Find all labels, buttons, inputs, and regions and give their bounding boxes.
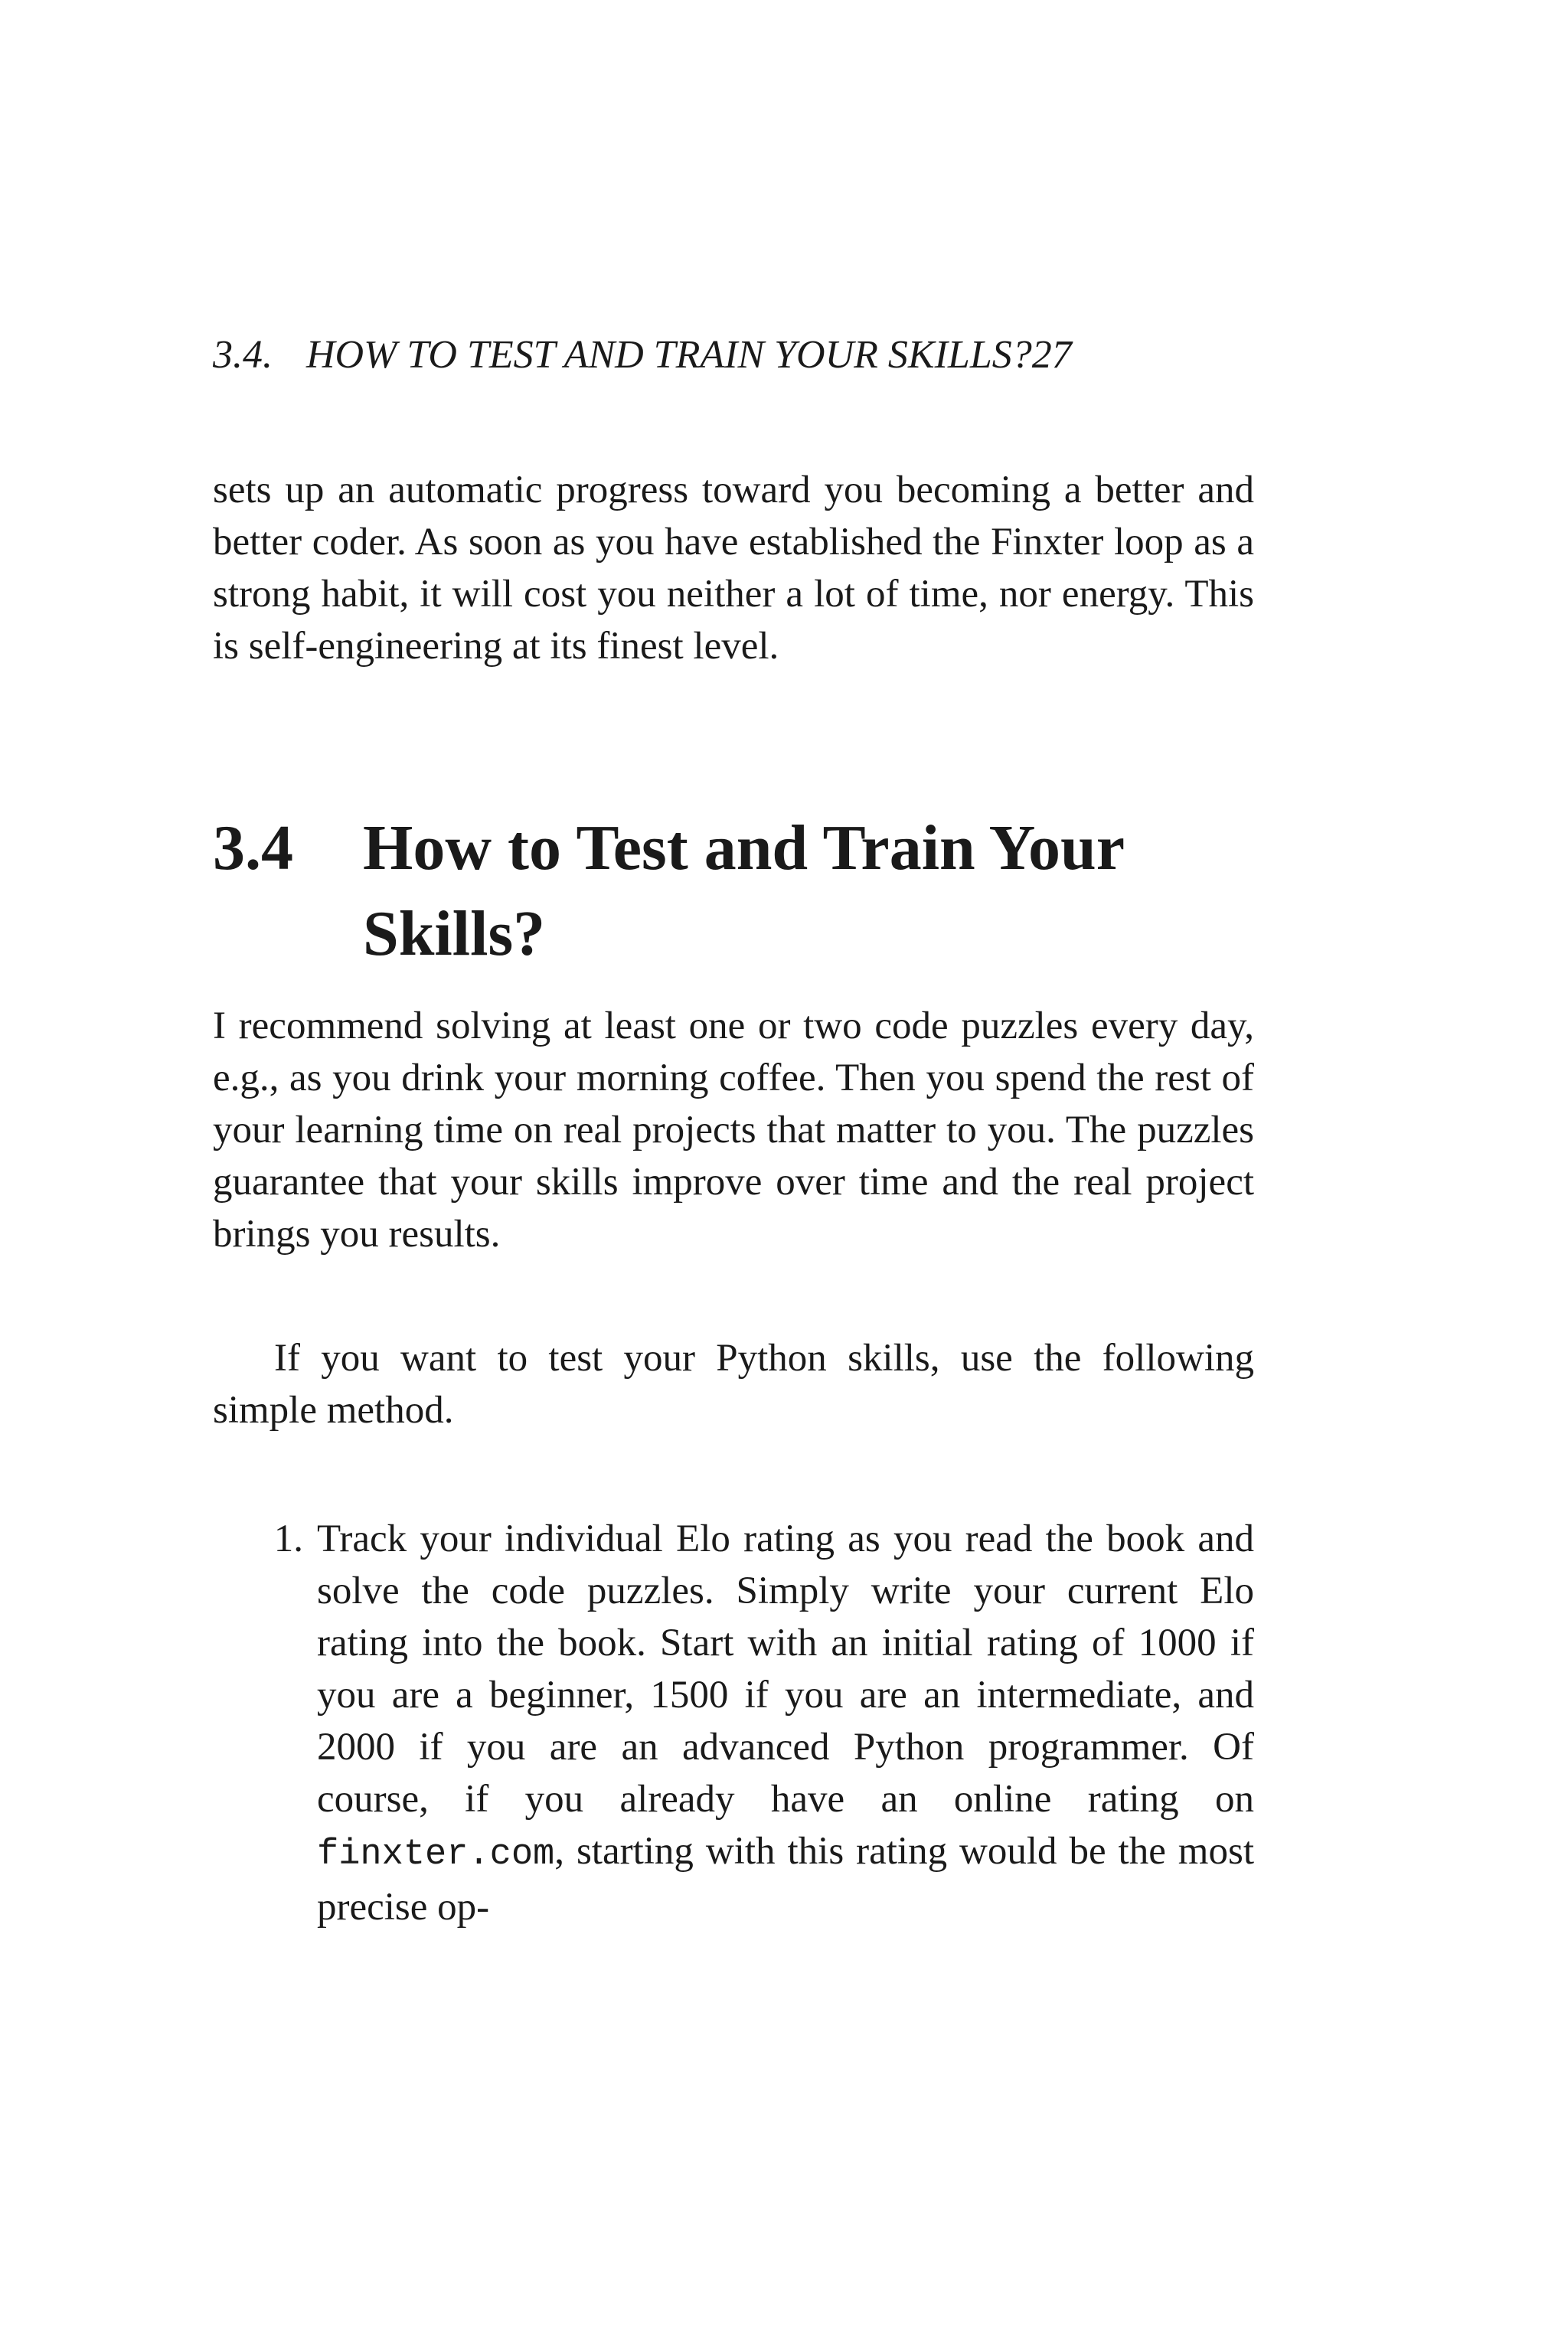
list-item-code: finxter.com <box>317 1834 555 1875</box>
list-item-text-before: Track your individual Elo rating as you read the book and solve the code puzzles. Simply write your current Elo rating into the book. Start with an initial rating of 1000 if you are a beginner, 1500 if you are an intermediate, and 2000 if you are an advanced Python programmer. Of course, if you already have an online rating on <box>317 1517 1254 1821</box>
running-head-title: HOW TO TEST AND TRAIN YOUR SKILLS? <box>306 333 1032 377</box>
list-item <box>213 1513 1254 1933</box>
numbered-list <box>213 1513 1254 1933</box>
section-title: How to Test and Train Your Skills? <box>363 812 1124 969</box>
paragraph-intro: sets up an automatic progress toward you becoming a better and better coder. As soon as you have established the Finxter loop as a strong habit, it will cost you neither a lot of time, nor energy. This is self-engineering at its finest level. <box>213 469 1254 668</box>
section-heading <box>213 805 1254 977</box>
book-page <box>213 0 1254 2352</box>
list-item-marker: 1. <box>273 1517 303 1560</box>
section-number: 3.4 <box>213 812 293 884</box>
list-item-text-after: , starting with this rating would be the most precise op- <box>317 1830 1254 1929</box>
paragraph-recommend: I recommend solving at least one or two code puzzles every day, e.g., as you drink your morning coffee. Then you spend the rest of your learning time on real projects that matter to you. The puzzles guarantee that your skills improve over time and the real project brings you results. <box>213 1004 1254 1256</box>
paragraph-test <box>213 1332 1254 1436</box>
page-number: 27 <box>1031 333 1072 377</box>
list-item-text <box>317 1513 1254 1933</box>
paragraph-test-text: If you want to test your Python skills, use the following simple method. <box>213 1337 1254 1432</box>
running-head-section-number: 3.4. <box>213 333 273 377</box>
running-head <box>213 331 1254 380</box>
